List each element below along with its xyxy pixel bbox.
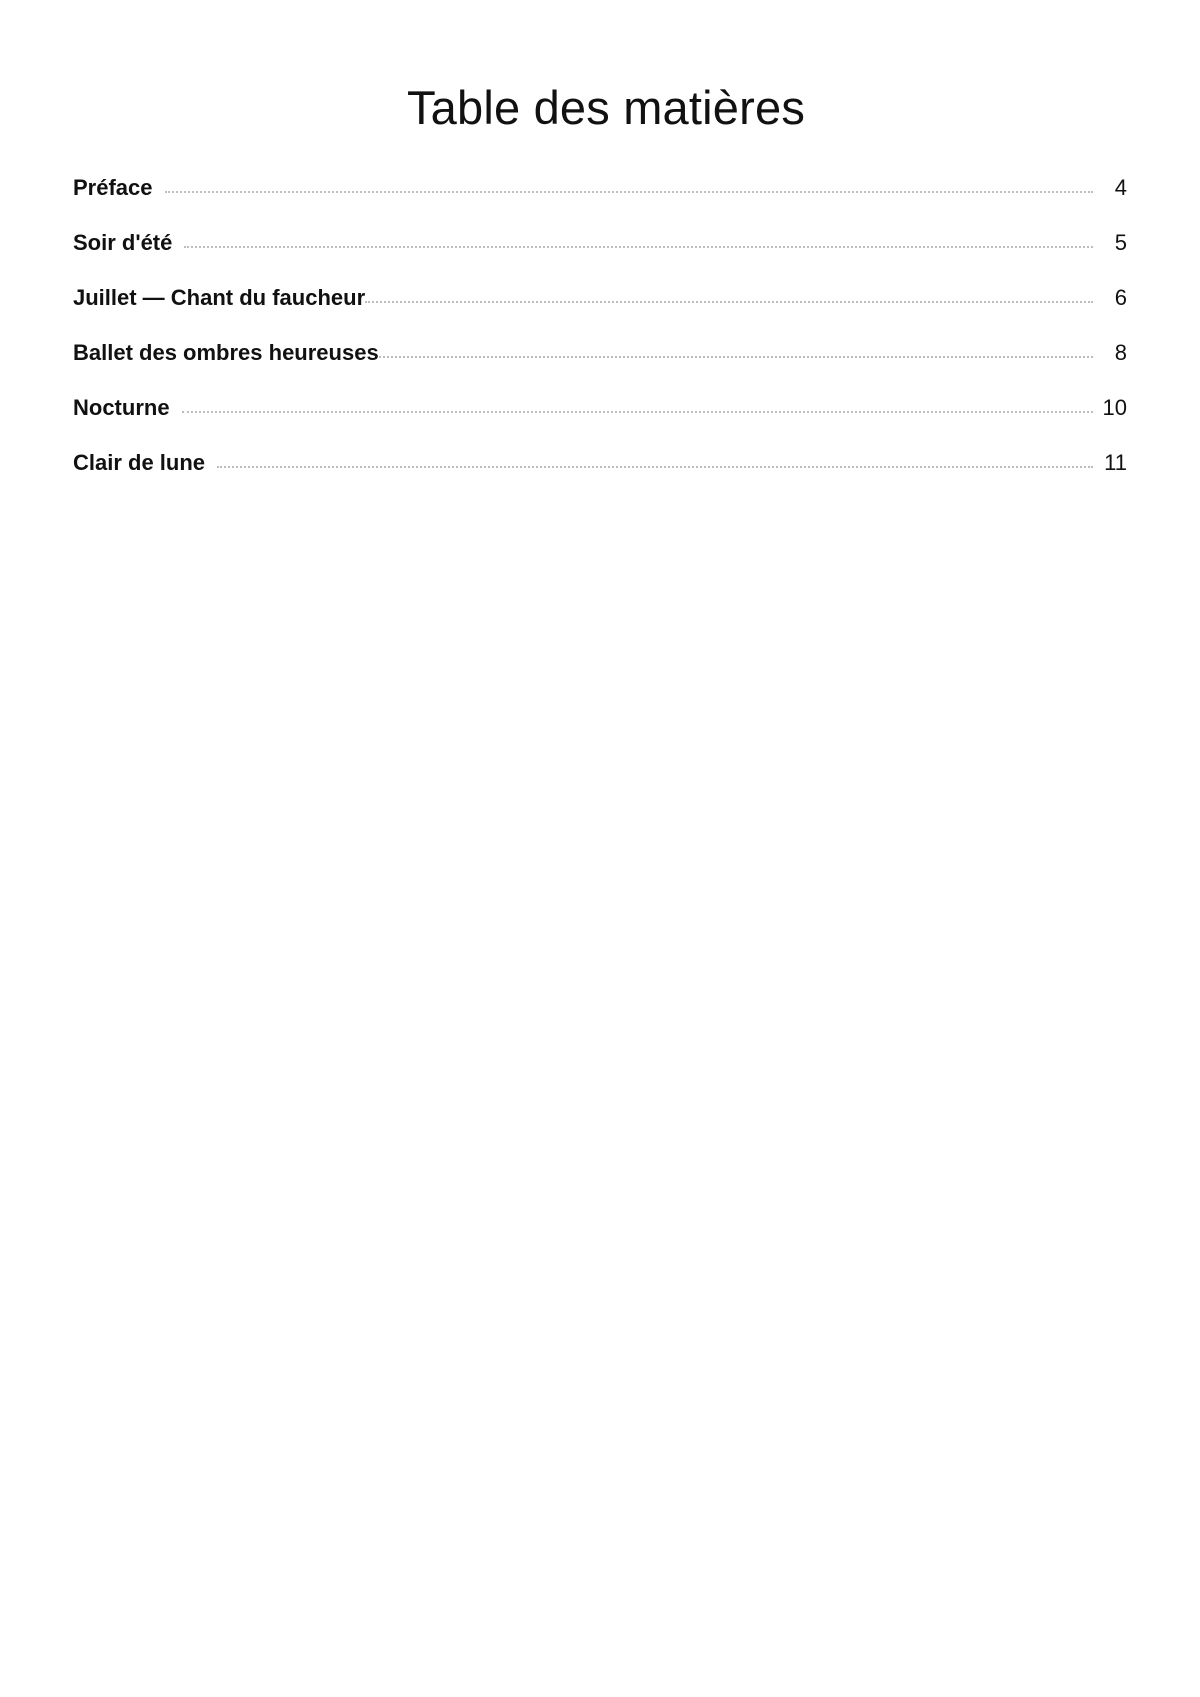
toc-entry-title: Préface	[73, 175, 153, 200]
toc-page-number: 5	[1114, 230, 1127, 255]
dot-leader	[184, 246, 1093, 248]
dot-leader	[365, 301, 1093, 303]
toc-entry-nocturne[interactable]	[73, 394, 1127, 449]
toc-entry-preface[interactable]	[73, 174, 1127, 229]
toc-page-number: 4	[1114, 175, 1127, 200]
toc-page-number: 8	[1114, 340, 1127, 365]
toc-entry-title: Ballet des ombres heureuses	[73, 340, 379, 365]
toc-entry-title: Juillet — Chant du faucheur	[73, 285, 366, 310]
toc-page-number: 6	[1114, 285, 1127, 310]
toc-entry-title: Nocturne	[73, 395, 170, 420]
dot-leader	[217, 466, 1093, 468]
toc-page-number: 11	[1104, 450, 1127, 475]
dot-leader	[379, 356, 1093, 358]
toc-entry-title: Clair de lune	[73, 450, 206, 475]
toc-entry-juillet[interactable]	[73, 284, 1127, 339]
toc-entry-title: Soir d'été	[73, 230, 173, 255]
toc-entry-clair-de-lune[interactable]	[73, 449, 1127, 504]
toc-entry-ballet[interactable]	[73, 339, 1127, 394]
dot-leader	[182, 411, 1093, 413]
toc-entry-soir-d-ete[interactable]	[73, 229, 1127, 284]
dot-leader	[165, 191, 1093, 193]
toc-page-number: 10	[1102, 395, 1127, 420]
page-title: Table des matières	[406, 81, 806, 134]
table-of-contents	[73, 174, 1127, 504]
